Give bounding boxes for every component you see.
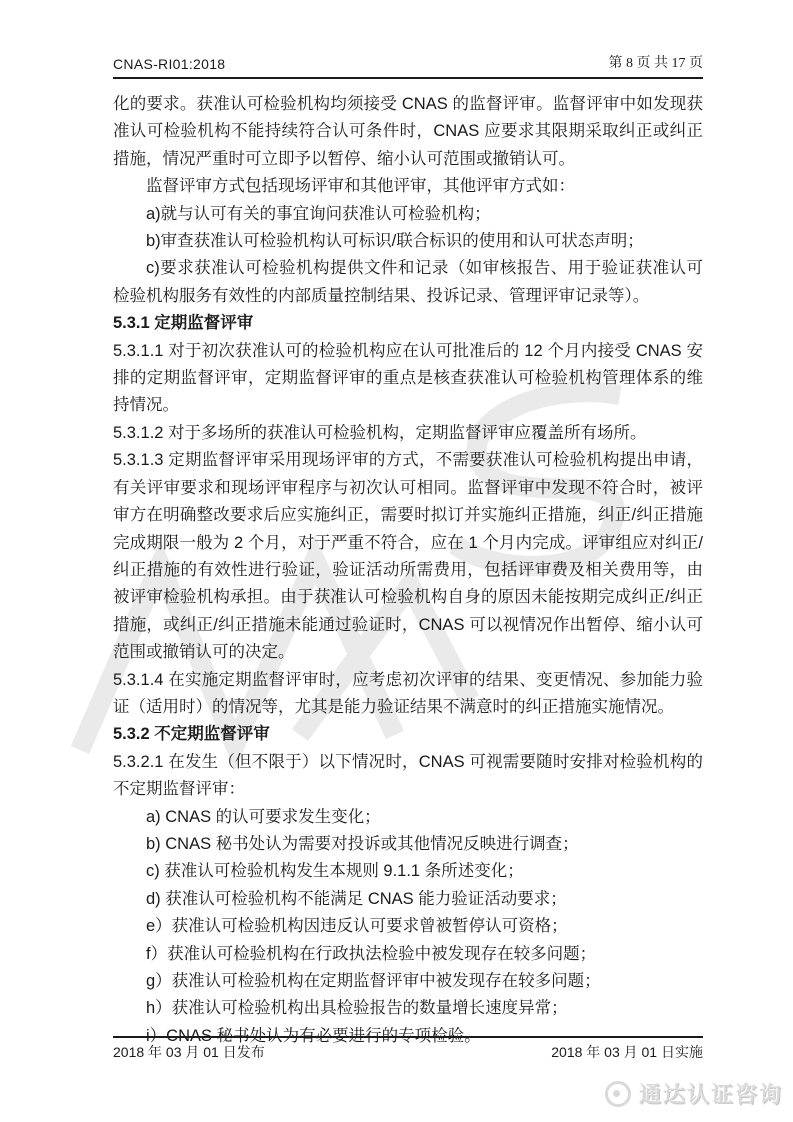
list-item: h）获准认可检验机构出具检验报告的数量增长速度异常； (146, 999, 568, 1018)
list-item: d) 获准认可检验机构不能满足 CNAS 能力验证活动要求； (146, 889, 567, 908)
page-number-info: 第 8 页 共 17 页 (608, 56, 703, 71)
list-item: a)就与认可有关的事宜询问获准认可检验机构； (146, 204, 491, 223)
issue-date: 2018 年 03 月 01 日发布 (113, 1044, 265, 1060)
list-item: f）获准认可检验机构在行政执法检验中被发现存在较多问题； (146, 944, 597, 963)
list-item: g）获准认可检验机构在定期监督评审中被发现存在较多问题； (146, 972, 601, 990)
paragraph: 5.3.1.1 对于初次获准认可的检验机构应在认可批准后的 12 个月内接受 CNAS 安排的定期监督评审，定期监督评审的重点是核查获准认可检验机构管理体系的维持情况。 (113, 341, 703, 415)
paragraph: 化的要求。获准认可检验机构均须接受 CNAS 的监督评审。监督评审中如发现获准认可检验机构不能持续符合认可条件时，CNAS 应要求其限期采取纠正或纠正措施，情况严重时可立即予以暂停、缩小认可范围或撤销认可。 (113, 95, 703, 168)
brand-watermark (605, 1078, 783, 1109)
section-heading: 5.3.2 不定期监督评审 (113, 725, 270, 744)
list-item: e）获准认可检验机构因违反认可要求曾被暂停认可资格； (146, 917, 568, 936)
list-item: a) CNAS 的认可要求发生变化； (146, 807, 381, 826)
list-item: i）CNAS 秘书处认为有必要进行的专项检验。 (146, 1026, 481, 1045)
brand-logo-icon (605, 1081, 631, 1107)
page-footer (113, 1036, 703, 1062)
paragraph: 5.3.1.2 对于多场所的获准认可检验机构，定期监督评审应覆盖所有场所。 (113, 423, 647, 442)
paragraph: 5.3.1.4 在实施定期监督评审时，应考虑初次评审的结果、变更情况、参加能力验证（适用时）的情况等，尤其是能力验证结果不满意时的纠正措施实施情况。 (113, 670, 703, 716)
document-body (113, 91, 703, 1050)
implementation-date: 2018 年 03 月 01 日实施 (551, 1044, 703, 1060)
list-item: c)要求获准认可检验机构提供文件和记录（如审核报告、用于验证获准认可检验机构服务有效性的内部质量控制结果、投诉记录、管理评审记录等）。 (113, 259, 703, 305)
page-header (113, 52, 703, 79)
paragraph: 监督评审方式包括现场评审和其他评审，其他评审方式如： (146, 177, 575, 196)
paragraph: 5.3.1.3 定期监督评审采用现场评审的方式，不需要获准认可检验机构提出申请，有关评审要求和现场评审程序与初次认可相同。监督评审中发现不符合时，被评审方在明确整改要求后应实施纠正，需要时拟订并实施纠正措施，纠正/纠正措施完成期限一般为 2 个月，对于严重不符合，应在 1 个月内完成。评审组应对纠正/纠正措施的有效性进行验证，验证活动所需费用，包括评审费及相关费用等，由被评审检验机构承担。由于获准认可检验机构自身的原因未能按期完成纠正/纠正措施，或纠正/纠正措施未能通过验证时，CNAS 可以视情况作出暂停、缩小认可范围或撤销认可的决定。 (113, 451, 703, 662)
list-item: b)审查获准认可检验机构认可标识/联合标识的使用和认可状态声明； (146, 232, 644, 251)
brand-name: 通达认证咨询 (638, 1082, 783, 1107)
paragraph: 5.3.2.1 在发生（但不限于）以下情况时，CNAS 可视需要随时安排对检验机构的不定期监督评审： (113, 752, 703, 799)
section-heading: 5.3.1 定期监督评审 (113, 314, 254, 333)
document-code: CNAS-RI01:2018 (113, 56, 226, 72)
list-item: b) CNAS 秘书处认为需要对投诉或其他情况反映进行调查； (146, 834, 579, 853)
list-item: c) 获准认可检验机构发生本规则 9.1.1 条所述变化； (146, 862, 524, 881)
